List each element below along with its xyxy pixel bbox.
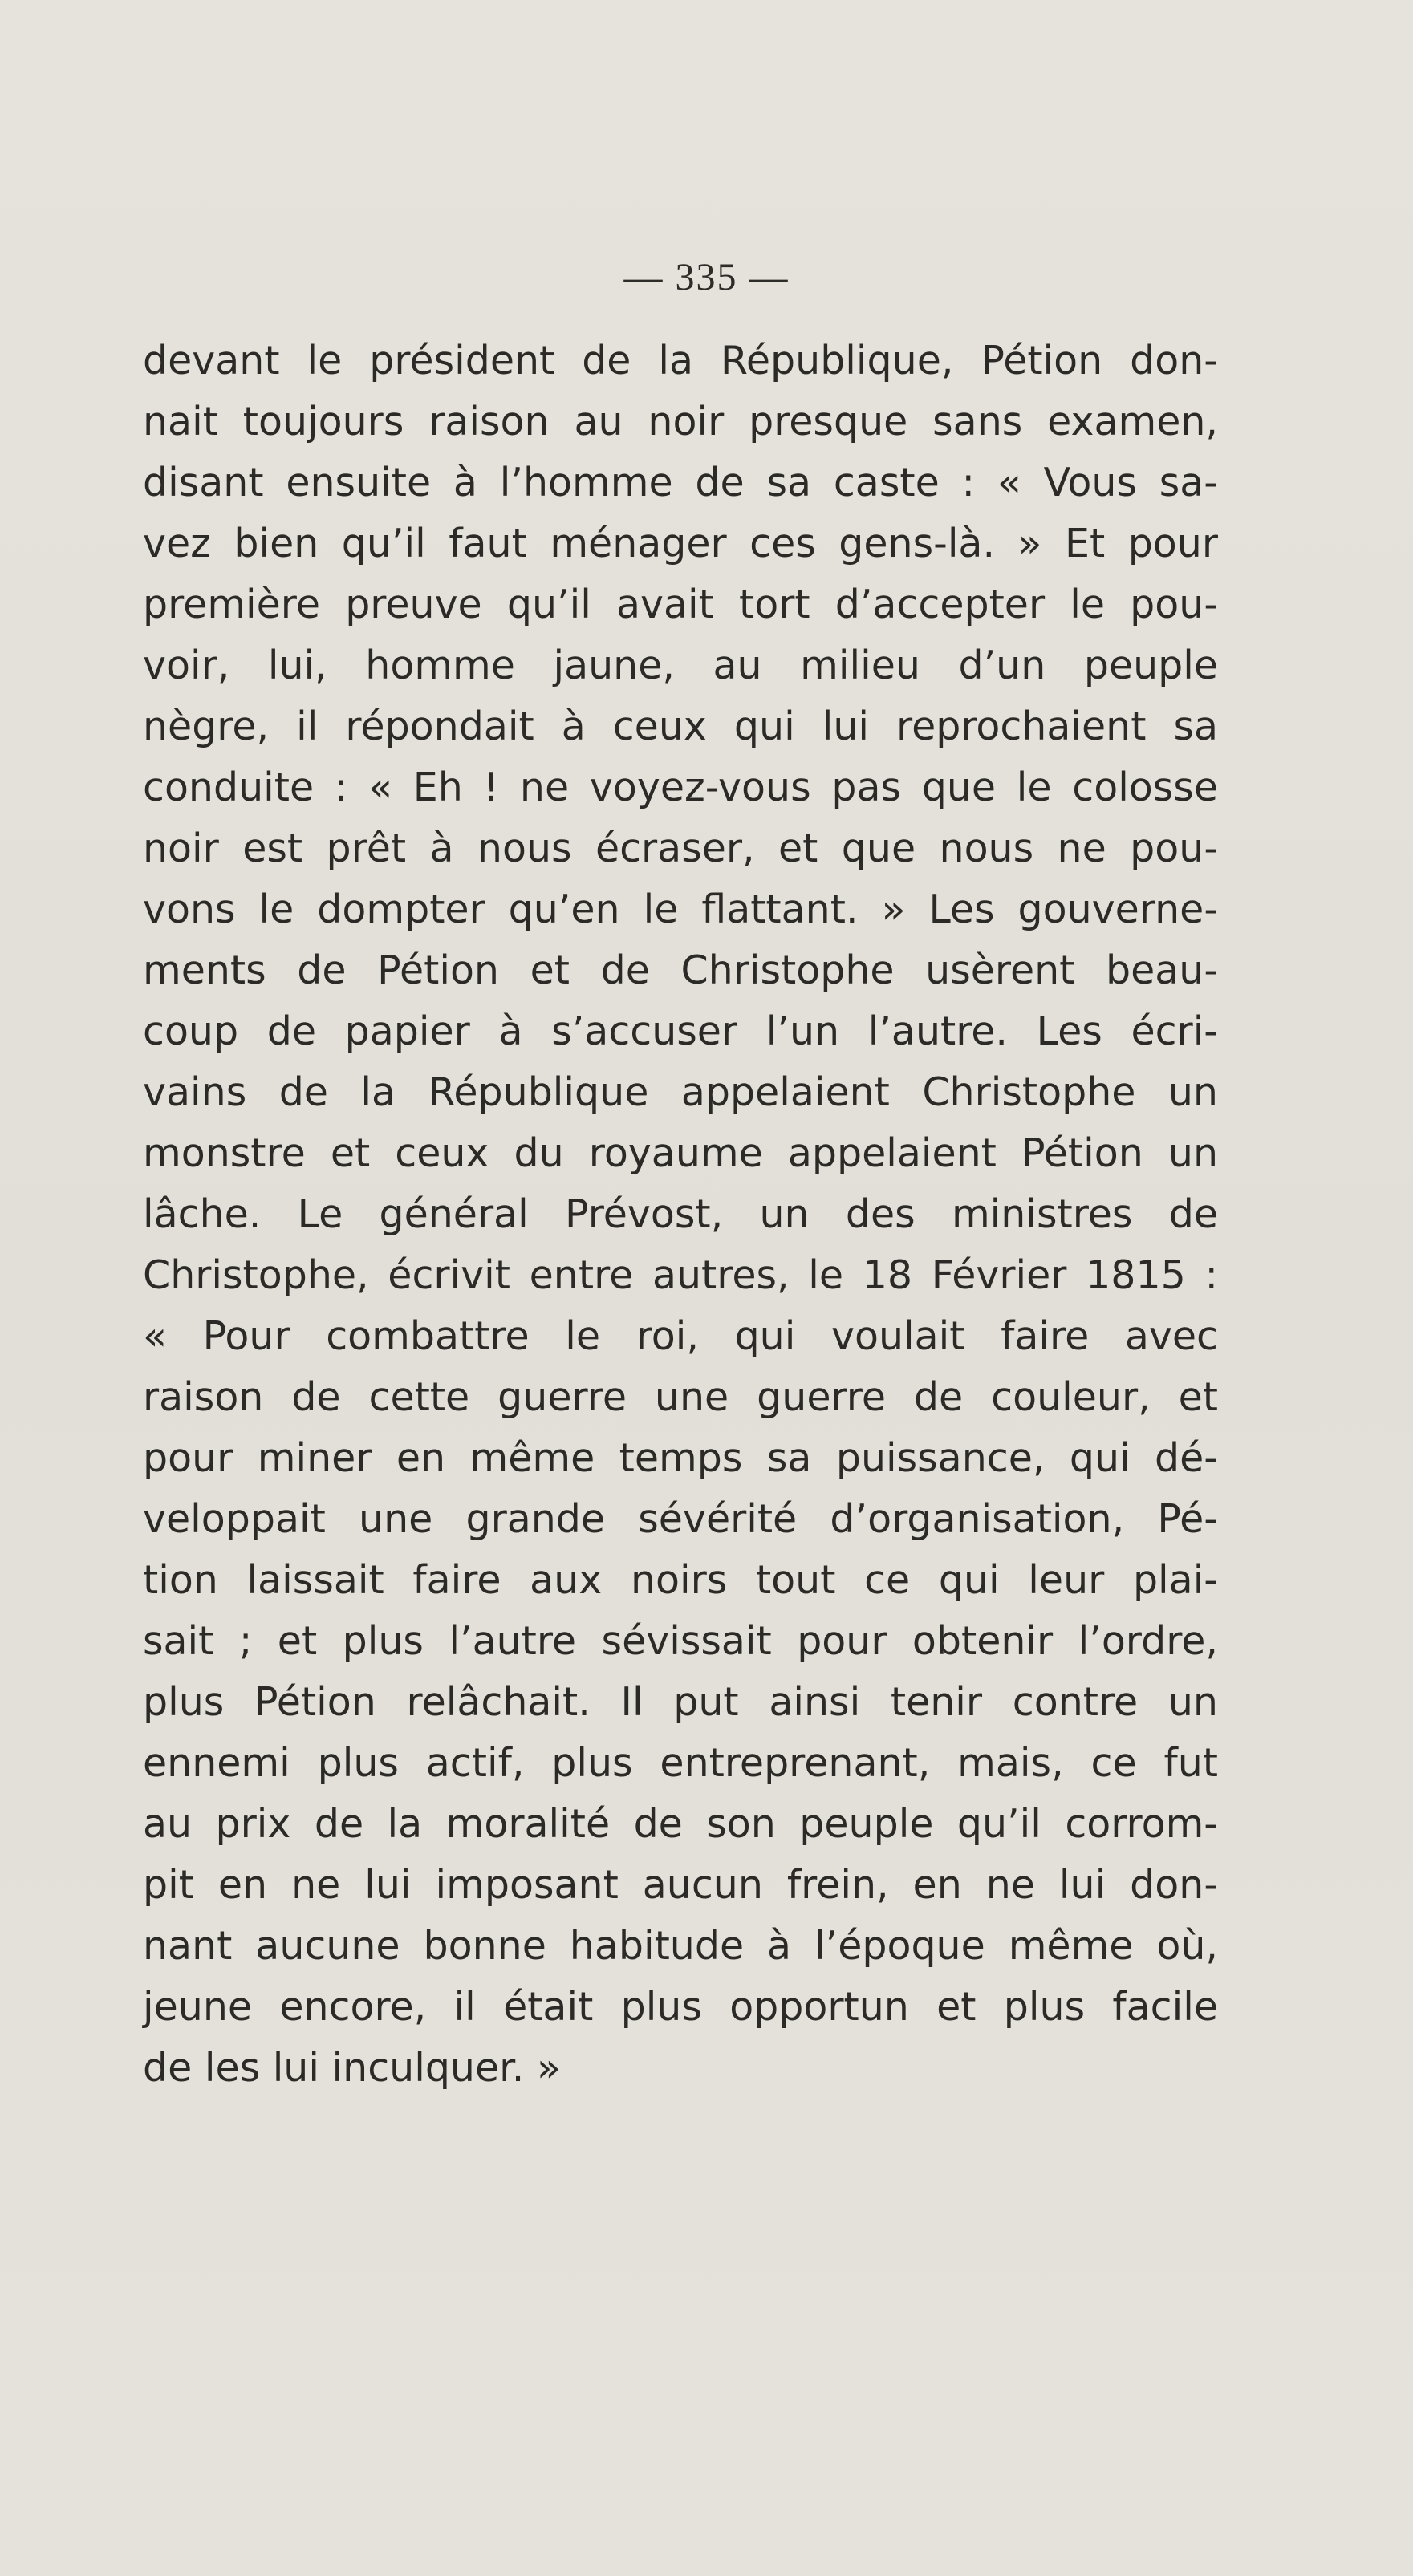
text-line: nant aucune bonne habitude à l’époque même où, [143, 1923, 1218, 1969]
text-line: vains de la République appelaient Christophe un [143, 1069, 1218, 1115]
text-line: jeune encore, il était plus opportun et plus facile [143, 1984, 1218, 2030]
text-line: nègre, il répondait à ceux qui lui reprochaient sa [143, 704, 1218, 749]
text-line: pour miner en même temps sa puissance, qui dé- [143, 1435, 1218, 1481]
text-line: sait ; et plus l’autre sévissait pour obtenir l’ordre, [143, 1618, 1218, 1664]
text-line: conduite : « Eh ! ne voyez-vous pas que le colosse [143, 765, 1218, 810]
text-line: plus Pétion relâchait. Il put ainsi tenir contre un [143, 1679, 1218, 1725]
text-line: vons le dompter qu’en le flattant. » Les gouverne- [143, 886, 1218, 932]
text-line: veloppait une grande sévérité d’organisation, Pé- [143, 1496, 1218, 1542]
text-line: nait toujours raison au noir presque sans examen, [143, 399, 1218, 444]
text-line: raison de cette guerre une guerre de couleur, et [143, 1374, 1218, 1420]
text-line: coup de papier à s’accuser l’un l’autre. Les écri- [143, 1008, 1218, 1054]
page-number: — 335 — [623, 256, 790, 298]
text-line: devant le président de la République, Pétion don- [143, 338, 1218, 383]
text-line: Christophe, écrivit entre autres, le 18 Février 1815 : [143, 1252, 1218, 1298]
text-line: « Pour combattre le roi, qui voulait faire avec [143, 1313, 1218, 1359]
body-text [143, 331, 1218, 2099]
text-line: lâche. Le général Prévost, un des ministres de [143, 1191, 1218, 1237]
text-line: vez bien qu’il faut ménager ces gens-là. » Et pour [143, 521, 1218, 566]
text-line: au prix de la moralité de son peuple qu’il corrom- [143, 1801, 1218, 1847]
text-line: ennemi plus actif, plus entreprenant, mais, ce fut [143, 1740, 1218, 1786]
text-line-last: de les lui inculquer. » [143, 2045, 561, 2091]
text-line: voir, lui, homme jaune, au milieu d’un peuple [143, 643, 1218, 688]
text-line: pit en ne lui imposant aucun frein, en ne lui don- [143, 1862, 1218, 1908]
text-line: ments de Pétion et de Christophe usèrent beau- [143, 947, 1218, 993]
text-line: première preuve qu’il avait tort d’accepter le pou- [143, 582, 1218, 627]
text-line: tion laissait faire aux noirs tout ce qui leur plai- [143, 1557, 1218, 1603]
text-line: monstre et ceux du royaume appelaient Pétion un [143, 1130, 1218, 1176]
text-line: noir est prêt à nous écraser, et que nous ne pou- [143, 826, 1218, 871]
text-line: disant ensuite à l’homme de sa caste : « Vous sa- [143, 460, 1218, 505]
